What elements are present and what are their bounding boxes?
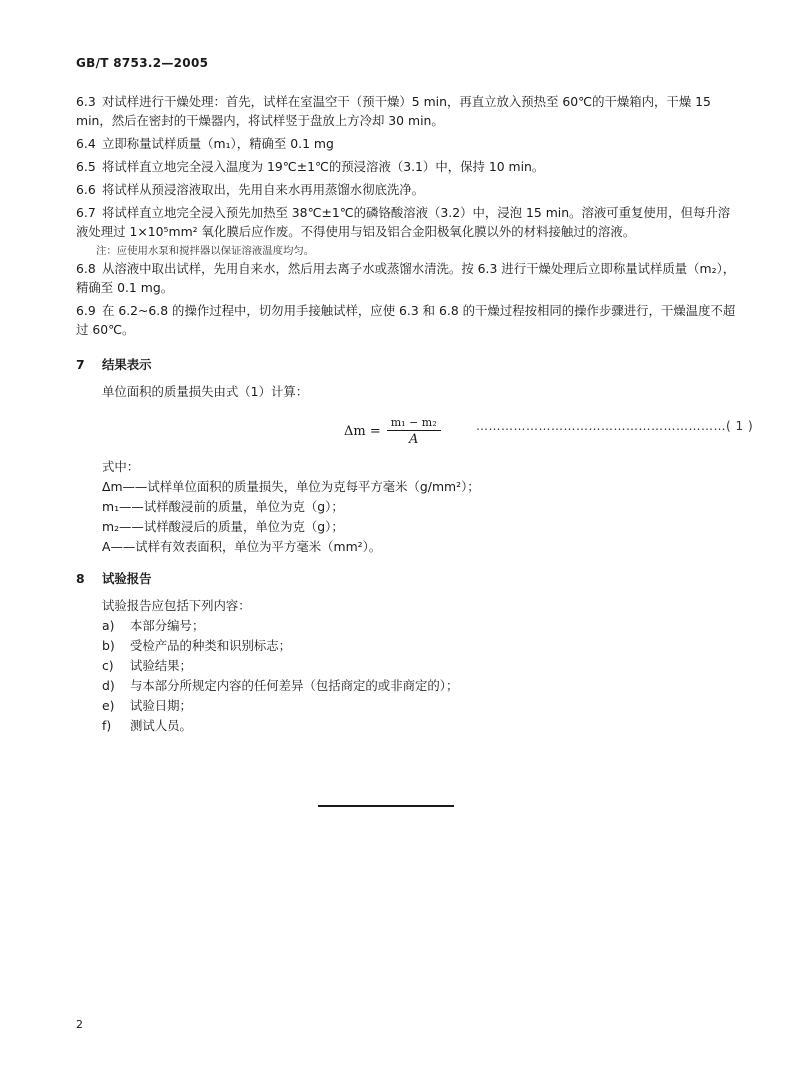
clause-text: 将试样直立地完全浸入温度为 19℃±1℃的预浸溶液（3.1）中，保持 10 min。 [102, 159, 545, 174]
formula-fraction [387, 415, 441, 448]
list-marker: a) [102, 618, 115, 633]
formula-lhs: Δm = [344, 424, 381, 439]
section-8-heading [76, 569, 736, 588]
clause-6-3 [76, 92, 736, 130]
clause-6-8 [76, 259, 736, 297]
document-body [76, 92, 754, 736]
clause-text: 将试样直立地完全浸入预先加热至 38℃±1℃的磷铬酸溶液（3.2）中，浸泡 15 min。溶液可重复使用，但每升溶液处理过 1×10⁵mm² 氧化膜后应作废。不得使用与铝及铝合金阳极氧化膜以外的材料接触过的溶液。 [76, 205, 731, 239]
clause-6-6 [76, 180, 736, 199]
legend-item: A——试样有效表面积，单位为平方毫米（mm²）。 [102, 539, 382, 554]
list-text: 测试人员。 [130, 718, 192, 733]
list-item [76, 636, 736, 656]
clause-number: 6.9 [76, 303, 96, 318]
clause-number: 6.5 [76, 159, 96, 174]
equation-number-line [476, 419, 754, 433]
list-marker: b) [102, 638, 115, 653]
formula-numerator: m₁ − m₂ [387, 415, 441, 431]
clause-text: 将试样从预浸溶液取出，先用自来水再用蒸馏水彻底洗净。 [102, 182, 425, 197]
list-item [76, 616, 736, 636]
list-marker: f) [102, 718, 112, 733]
list-text: 与本部分所规定内容的任何差异（包括商定的或非商定的）； [130, 678, 459, 693]
section-title: 试验报告 [102, 571, 152, 586]
where-label: 式中： [102, 459, 140, 474]
list-marker: c) [102, 658, 114, 673]
list-item [76, 656, 736, 676]
section-7-heading [76, 355, 736, 374]
clause-number: 6.4 [76, 136, 96, 151]
clause-number: 6.6 [76, 182, 96, 197]
legend-item: m₂——试样酸浸后的质量，单位为克（g）； [102, 519, 344, 534]
list-item [76, 676, 736, 696]
section-number: 7 [76, 357, 85, 372]
formula [344, 415, 441, 448]
list-text: 试验日期； [130, 698, 192, 713]
equation-number: ( 1 ) [726, 419, 754, 433]
clause-6-4 [76, 134, 736, 153]
clause-text: 立即称量试样质量（m₁），精确至 0.1 mg [102, 136, 334, 151]
clause-text: 在 6.2~6.8 的操作过程中，切勿用手接触试样，应使 6.3 和 6.8 的干燥过程按相同的操作步骤进行，干燥温度不超过 60℃。 [76, 303, 736, 337]
clause-text: 从溶液中取出试样，先用自来水，然后用去离子水或蒸馏水清洗。按 6.3 进行干燥处理后立即称量试样质量（m₂），精确至 0.1 mg。 [76, 261, 736, 295]
list-text: 试验结果； [130, 658, 192, 673]
formula-denominator: A [409, 432, 419, 447]
list-item [76, 716, 736, 736]
clause-text: 对试样进行干燥处理：首先，试样在室温空干（预干燥）5 min，再直立放入预热至 60℃的干燥箱内，干燥 15 min，然后在密封的干燥器内，将试样竖于盘放上方冷却 30 min。 [76, 94, 711, 128]
report-intro: 试验报告应包括下列内容： [102, 598, 251, 613]
standard-header: GB/T 8753.2—2005 [76, 56, 209, 70]
section-title: 结果表示 [102, 357, 152, 372]
equation-leader-dots: …………………………………………………… [476, 419, 726, 433]
end-of-standard-rule [318, 805, 454, 807]
legend-item: Δm——试样单位面积的质量损失，单位为克每平方毫米（g/mm²）； [102, 479, 480, 494]
list-text: 受检产品的种类和识别标志； [130, 638, 292, 653]
formula-intro: 单位面积的质量损失由式（1）计算： [102, 384, 309, 399]
clause-6-7 [76, 203, 736, 241]
list-item [76, 696, 736, 716]
clause-number: 6.7 [76, 205, 96, 220]
legend-item: m₁——试样酸浸前的质量，单位为克（g）； [102, 499, 344, 514]
list-marker: d) [102, 678, 115, 693]
clause-6-5 [76, 157, 736, 176]
note: 注：应使用水泵和搅拌器以保证溶液温度均匀。 [96, 245, 315, 257]
clause-number: 6.3 [76, 94, 96, 109]
list-marker: e) [102, 698, 115, 713]
clause-number: 6.8 [76, 261, 96, 276]
formula-block [76, 411, 754, 457]
section-number: 8 [76, 571, 85, 586]
clause-6-9 [76, 301, 736, 339]
list-text: 本部分编号； [130, 618, 205, 633]
page-number: 2 [76, 1018, 83, 1031]
